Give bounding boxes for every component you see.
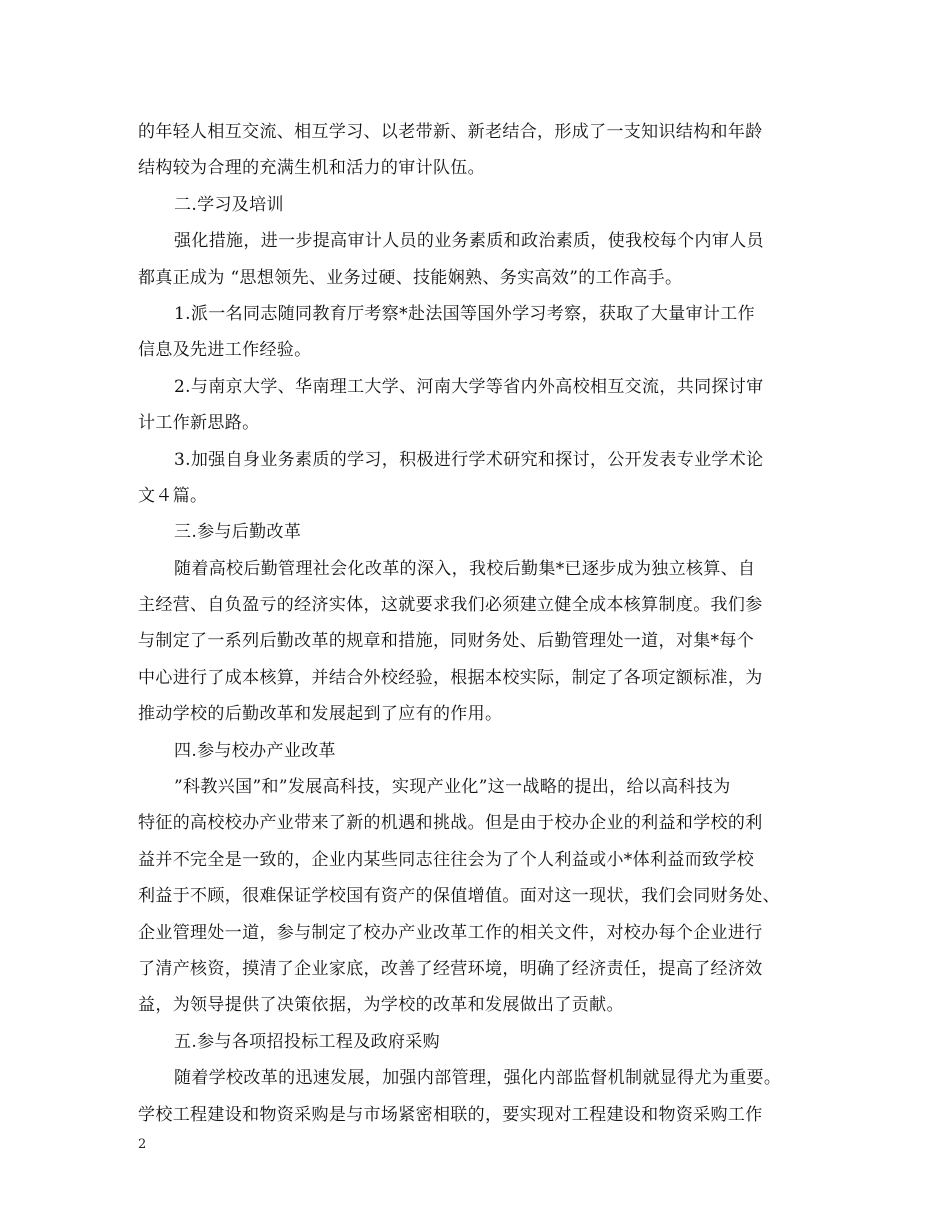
text-line: 特征的高校校办产业带来了新的机遇和挑战。但是由于校办企业的利益和学校的利 — [138, 813, 763, 834]
text-line: 利益于不顾，很难保证学校国有资产的保值增值。面对这一现状，我们会同财务处、 — [138, 886, 780, 907]
text-line: 随着高校后勤管理社会化改革的深入，我校后勤集*已逐步成为独立核算、自 — [174, 558, 756, 579]
section-heading: 四.参与校办产业改革 — [174, 740, 336, 761]
list-item: 3.加强自身业务素质的学习，积极进行学术研究和探讨，公开发表专业学术论 — [174, 449, 764, 470]
text-line: 信息及先进工作经验。 — [138, 340, 312, 361]
text-line: ”科教兴国”和”发展高科技，实现产业化”这一战略的提出，给以高科技为 — [174, 777, 731, 798]
text-line: 强化措施，进一步提高审计人员的业务素质和政治素质，使我校每个内审人员 — [174, 231, 764, 252]
text-line: 的年轻人相互交流、相互学习、以老带新、新老结合，形成了一支知识结构和年龄 — [138, 122, 763, 142]
text-line: 中心进行了成本核算，并结合外校经验，根据本校实际，制定了各项定额标准，为 — [138, 667, 763, 688]
list-item: 2.与南京大学、华南理工大学、河南大学等省内外高校相互交流，共同探讨审 — [174, 376, 764, 397]
text-line: 推动学校的后勤改革和发展起到了应有的作用。 — [138, 704, 503, 725]
text-line: 文４篇。 — [138, 485, 208, 506]
text-line: 益，为领导提供了决策依据，为学校的改革和发展做出了贡献。 — [138, 995, 624, 1016]
text-line: 与制定了一系列后勤改革的规章和措施，同财务处、后勤管理处一道，对集*每个 — [138, 631, 755, 652]
text-line: 主经营、自负盈亏的经济实体，这就要求我们必须建立健全成本核算制度。我们参 — [138, 595, 763, 616]
text-line: 结构较为合理的充满生机和活力的审计队伍。 — [138, 158, 485, 179]
section-heading: 三.参与后勤改革 — [174, 522, 302, 543]
list-item: 1.派一名同志随同教育厅考察*赴法国等国外学习考察，获取了大量审计工作 — [174, 303, 755, 324]
section-heading: 五.参与各项招投标工程及政府采购 — [174, 1031, 441, 1052]
text-line: 益并不完全是一致的，企业内某些同志往往会为了个人利益或小*体利益而致学校 — [138, 849, 755, 870]
text-line: 随着学校改革的迅速发展，加强内部管理，强化内部监督机制就显得尤为重要。 — [174, 1068, 782, 1089]
text-line: 计工作新思路。 — [138, 413, 260, 434]
text-line: 企业管理处一道，参与制定了校办产业改革工作的相关文件，对校办每个企业进行 — [138, 922, 763, 943]
text-line: 都真正成为 “思想领先、业务过硬、技能娴熟、务实高效”的工作高手。 — [138, 267, 683, 288]
text-line: 了清产核资，摸清了企业家底，改善了经营环境，明确了经济责任，提高了经济效 — [138, 958, 763, 979]
page-number: 2 — [138, 1137, 147, 1152]
section-heading: 二.学习及培训 — [174, 194, 284, 215]
document-body — [138, 114, 818, 1133]
text-line: 学校工程建设和物资采购是与市场紧密相联的，要实现对工程建设和物资采购工作 — [138, 1104, 763, 1125]
